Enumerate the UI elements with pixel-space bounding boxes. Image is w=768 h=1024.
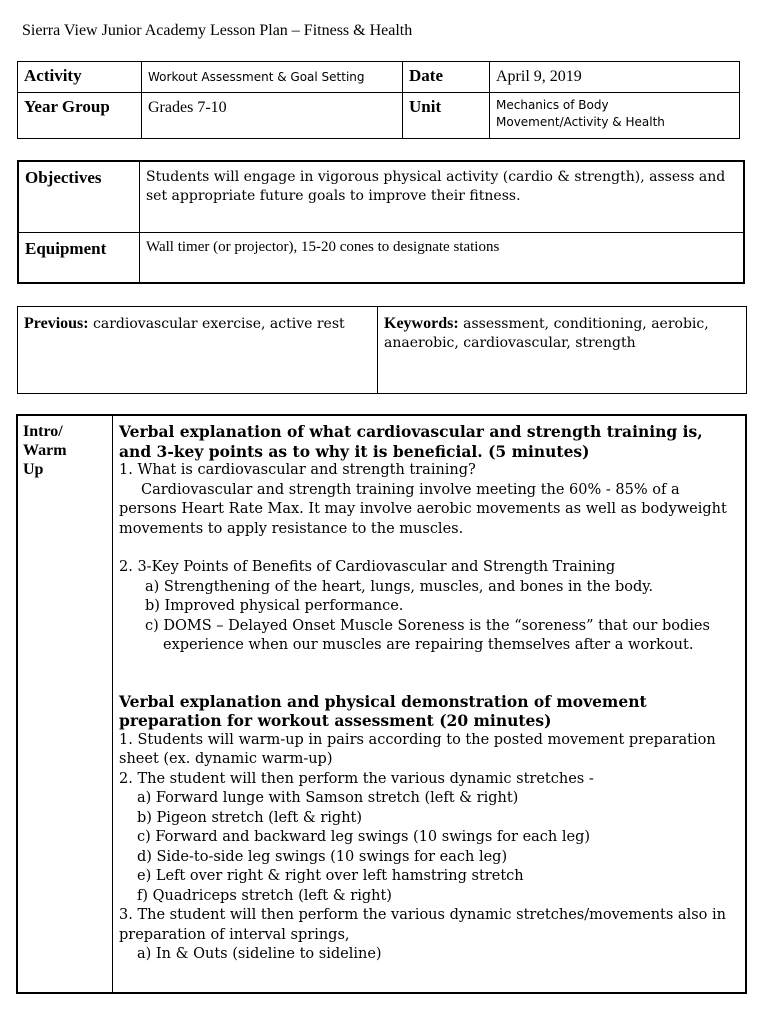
benefit-b: b) Improved physical performance. [145, 598, 404, 614]
section-label-line-2: Warm [23, 442, 67, 459]
activity-value: Workout Assessment & Goal Setting [148, 70, 365, 84]
previous-block [24, 314, 371, 334]
equipment-label-cell [18, 232, 140, 283]
question-1-answer: Cardiovascular and strength training involve meeting the 60% - 85% of a persons Heart Rate Max. It may involve aerobic movements as well as bodyweight movements to apply resistance to the muscles. [119, 481, 727, 537]
previous-text: cardiovascular exercise, active rest [88, 316, 345, 332]
year-value-cell [142, 93, 403, 139]
section-label-line-3: Up [23, 461, 44, 478]
year-group-value: Grades 7-10 [148, 99, 227, 116]
previous-keywords-table [17, 306, 747, 394]
heading-movement-prep: Verbal explanation and physical demonstration of movement preparation for workout assessment (20 minutes) [119, 691, 647, 730]
date-label-cell [403, 62, 490, 93]
step-3: 3. The student will then perform the various dynamic stretches/movements also in preparation of interval springs, [119, 907, 726, 943]
equipment-text: Wall timer (or projector), 15-20 cones to designate stations [146, 238, 500, 255]
year-group-label: Year Group [24, 97, 110, 116]
benefit-c: c) DOMS – Delayed Onset Muscle Soreness is the “soreness” that our bodies experience when our muscles are repairing themselves after a workout. [145, 617, 710, 653]
page-title: Sierra View Junior Academy Lesson Plan – Fitness & Health [22, 22, 413, 39]
keywords-cell [378, 307, 747, 394]
year-label-cell [18, 93, 142, 139]
heading-cardio-explanation: Verbal explanation of what cardiovascular and strength training is, and 3-key points as to why it is beneficial. (5 minutes) [119, 422, 703, 461]
stretch-item: d) Side-to-side leg swings (10 swings for each leg) [137, 848, 508, 865]
objectives-label: Objectives [25, 168, 102, 187]
objectives-text-cell [140, 161, 745, 232]
section-content-cell [113, 415, 747, 993]
stretch-item: b) Pigeon stretch (left & right) [137, 809, 363, 826]
activity-label: Activity [24, 66, 82, 85]
keywords-text: assessment, conditioning, aerobic, anaerobic, cardiovascular, strength [384, 316, 709, 351]
date-value-cell [490, 62, 740, 93]
section-label-line-1: Intro/ [23, 423, 63, 440]
stretch-item: c) Forward and backward leg swings (10 swings for each leg) [137, 829, 591, 845]
step-2: 2. The student will then perform the various dynamic stretches - [119, 770, 594, 787]
keywords-label: Keywords: [384, 315, 459, 332]
objectives-text: Students will engage in vigorous physical activity (cardio & strength), assess and set appropriate future goals to improve their fitness. [146, 169, 726, 204]
lesson-plan-table [16, 414, 747, 994]
benefit-a: a) Strengthening of the heart, lungs, muscles, and bones in the body. [145, 578, 654, 595]
unit-value-cell [490, 93, 740, 139]
stretch-item: e) Left over right & right over left hamstring stretch [137, 868, 524, 884]
question-2: 2. 3-Key Points of Benefits of Cardiovascular and Strength Training [119, 559, 616, 575]
keywords-block [384, 314, 740, 353]
date-value: April 9, 2019 [496, 68, 582, 85]
date-label: Date [409, 66, 443, 85]
equipment-text-cell [140, 232, 745, 283]
objectives-table [17, 160, 745, 284]
activity-value-cell [142, 62, 403, 93]
section-label-cell [17, 415, 113, 993]
previous-cell [18, 307, 378, 394]
stretch-item: a) Forward lunge with Samson stretch (left & right) [137, 790, 519, 806]
unit-value-line-1: Mechanics of Body [496, 98, 609, 112]
previous-label: Previous: [24, 315, 89, 332]
step-1: 1. Students will warm-up in pairs according to the posted movement preparation sheet (ex. dynamic warm-up) [119, 731, 716, 767]
equipment-label: Equipment [25, 238, 107, 258]
activity-label-cell [18, 62, 142, 93]
unit-label: Unit [409, 97, 442, 116]
unit-value-line-2: Movement/Activity & Health [496, 115, 665, 129]
unit-label-cell [403, 93, 490, 139]
question-1: 1. What is cardiovascular and strength training? [119, 462, 476, 478]
interval-item-a: a) In & Outs (sideline to sideline) [137, 946, 382, 962]
lesson-info-table [17, 61, 740, 139]
stretch-item: f) Quadriceps stretch (left & right) [137, 887, 392, 904]
objectives-label-cell [18, 161, 140, 232]
